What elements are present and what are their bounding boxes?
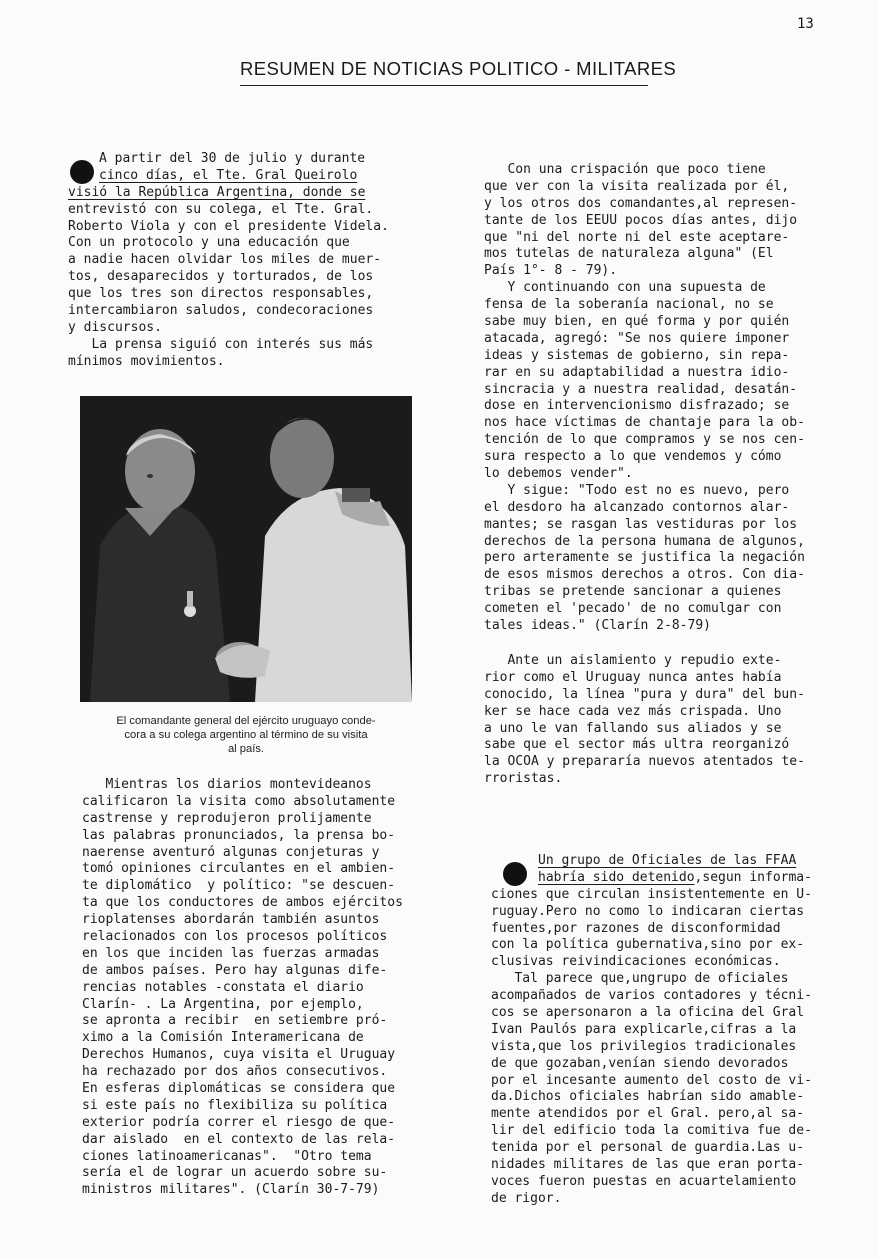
text-line: mínimos movimientos.	[68, 353, 225, 369]
text-line: Un grupo de Oficiales de las FFAA	[538, 853, 797, 868]
text-line: En esferas diplomáticas se considera que	[82, 1081, 396, 1097]
text-line: A partir del 30 de julio y durante	[99, 151, 366, 166]
text-line: habría sido detenido,segun informa-	[538, 869, 812, 885]
text-line: ideas y sistemas de gobierno, sin repa-	[484, 347, 790, 363]
text-line: rar en su adaptabilidad a nuestra idio-	[484, 364, 790, 380]
text-line: ruguay.Pero no como lo indicaran ciertas	[491, 903, 805, 919]
text-line: en los que inciden las fuerzas armadas	[82, 945, 380, 961]
text-line: Mientras los diarios montevideanos	[82, 777, 372, 792]
text-line: Clarín- . La Argentina, por ejemplo,	[82, 996, 364, 1012]
text-line: tenida por el personal de guardia.Las u-	[491, 1140, 805, 1156]
text-line: tribas se pretende sancionar a quienes	[484, 584, 782, 600]
text-line: relacionados con los procesos políticos	[82, 929, 388, 945]
text-line: Con un protocolo y una educación que	[68, 235, 350, 251]
text-line: conocido, la línea "pura y dura" del bun-	[484, 686, 805, 702]
page-number: 13	[797, 16, 814, 32]
headline-underlined: habría sido detenido	[538, 869, 695, 885]
text-line: sería el de lograr un acuerdo sobre su-	[82, 1165, 388, 1181]
text-line: ta que los conductores de ambos ejércitos	[82, 895, 403, 911]
text-line: de esos mismos derechos a otros. Con dia-	[484, 567, 805, 583]
news-photo	[80, 396, 412, 702]
text-line: por el incesante aumento del costo de vi-	[491, 1072, 812, 1088]
caption-line: El comandante general del ejército uruguayo conde-	[116, 715, 376, 727]
text-line: nidades militares de las que eran porta-	[491, 1157, 805, 1173]
text-line: de ambos países. Pero hay algunas dife-	[82, 962, 388, 978]
text-line: y los otros dos comandantes,al represen-	[484, 195, 798, 211]
text-line: con la política gubernativa,sino por ex-	[491, 937, 805, 953]
text-line: entrevistó con su colega, el Tte. Gral.	[68, 201, 374, 217]
text-line: sabe que el sector más ultra reorganizó	[484, 737, 790, 753]
text-line: te diplomático y político: "se descuen-	[82, 878, 396, 894]
text-line: que ver con la visita realizada por él,	[484, 178, 790, 194]
text-line: las palabras pronunciados, la prensa bo-	[82, 827, 396, 843]
text-line: da.Dichos oficiales habrían sido amable-	[491, 1089, 805, 1105]
text-line: ximo a la Comisión Interamericana de	[82, 1030, 364, 1046]
text-line: rioplatenses abordarán también asuntos	[82, 912, 380, 928]
text-line: y discursos.	[68, 319, 162, 335]
text-line: mos tutelas de naturaleza alguna" (El	[484, 246, 774, 262]
text-line: acompañados de varios contadores y técni-	[491, 988, 812, 1004]
text-line: vista,que los privilegios tradicionales	[491, 1038, 797, 1054]
text-line: La prensa siguió con interés sus más	[68, 336, 374, 352]
right-article-1	[484, 162, 805, 635]
text-line: cos se apersonaron a la oficina del Gral	[491, 1005, 805, 1021]
text-line: visió la República Argentina, donde se	[68, 184, 366, 200]
text-line: Y continuando con una supuesta de	[484, 280, 766, 296]
text-line: Roberto Viola y con el presidente Videla.	[68, 218, 389, 234]
text-line: a uno le van fallando sus aliados y se	[484, 720, 782, 736]
text-line: se apronta a recibir en setiembre pró-	[82, 1013, 388, 1029]
text-line: rroristas.	[484, 771, 563, 787]
text-line: sabe muy bien, en qué forma y por quién	[484, 314, 790, 330]
left-article-2	[82, 777, 403, 1199]
text-line: lir del edificio toda la comitiva fue de-	[491, 1123, 812, 1139]
text-line: cometen el 'pecado' de no comulgar con	[484, 601, 782, 617]
text-line: si este país no flexibiliza su política	[82, 1097, 388, 1113]
text-line: que los tres son directos responsables,	[68, 286, 374, 302]
text-line: rior como el Uruguay nunca antes había	[484, 669, 782, 685]
text-line: fuentes,por razones de disconformidad	[491, 920, 781, 936]
text-line: naerense aventuró algunas conjeturas y	[82, 844, 380, 860]
text-line: fensa de la soberanía nacional, no se	[484, 297, 774, 313]
text-line: exterior podría correr el riesgo de que-	[82, 1114, 396, 1130]
text-line: rencias notables -constata el diario	[82, 979, 364, 995]
text-line: Ante un aislamiento y repudio exte-	[484, 653, 782, 668]
text-line: ciones que circulan insistentemente en U-	[491, 886, 812, 902]
text-line: a nadie hacen olvidar los miles de muer-	[68, 252, 382, 268]
text-line: cinco días, el Tte. Gral Queirolo	[99, 167, 358, 183]
text-line: el desdoro ha alcanzado contornos alar-	[484, 499, 790, 515]
text-line: nos hace víctimas de chantaje para la ob-	[484, 415, 805, 431]
text-line: pero arteramente se justifica la negación	[484, 550, 805, 566]
text-line: Tal parece que,ungrupo de oficiales	[491, 971, 789, 987]
text-line: tomó opiniones circulantes en el ambien-	[82, 861, 396, 877]
text-line: tales ideas." (Clarín 2-8-79)	[484, 618, 711, 634]
text-line: lo debemos vender".	[484, 466, 633, 482]
text-line: tos, desaparecidos y torturados, de los	[68, 269, 374, 285]
text-line: Ivan Paulós para explicarle,cifras a la	[491, 1021, 797, 1037]
text-line: dose en intervencionismo disfrazado; se	[484, 398, 790, 414]
text-line: ciones latinoamericanas". "Otro tema	[82, 1148, 372, 1164]
caption-line: al país.	[227, 743, 265, 755]
text-line: calificaron la visita como absolutamente	[82, 793, 396, 809]
text-line: sura respecto a lo que vendemos y cómo	[484, 449, 782, 465]
photo-illustration	[80, 396, 412, 702]
text-line: ker se hace cada vez más crispada. Uno	[484, 703, 782, 719]
text-line: la OCOA y prepararía nuevos atentados te-	[484, 754, 805, 770]
photo-caption	[86, 714, 406, 756]
text-line: mente atendidos por el Gral. pero,al sa-	[491, 1106, 805, 1122]
text-line: ha rechazado por dos años consecutivos.	[82, 1064, 388, 1080]
text-line: atacada, agregó: "Se nos quiere imponer	[484, 330, 790, 346]
right-article-2	[484, 653, 805, 788]
text-line: Derechos Humanos, cuya visita el Uruguay	[82, 1047, 396, 1063]
text-line: ministros militares". (Clarín 30-7-79)	[82, 1182, 380, 1198]
caption-line: cora a su colega argentino al término de su visita	[124, 729, 368, 741]
text-line: mantes; se rasgan las vestiduras por los	[484, 516, 798, 532]
text-line: que "ni del norte ni del este aceptare-	[484, 229, 790, 245]
text-line: dar aislado en el contexto de las rela-	[82, 1131, 396, 1147]
text-line: sincracia y a nuestra realidad, desatán-	[484, 381, 798, 397]
text-line: de rigor.	[491, 1190, 562, 1206]
text-line: de que gozaban,venían siendo devorados	[491, 1055, 789, 1071]
page-title: RESUMEN DE NOTICIAS POLITICO - MILITARES	[240, 58, 648, 86]
text-line: castrense y reprodujeron prolijamente	[82, 810, 372, 826]
text-line: tante de los EEUU pocos días antes, dijo	[484, 212, 798, 228]
text-line: clusivas reivindicaciones económicas.	[491, 954, 781, 970]
left-article-1	[68, 151, 389, 371]
text-line: Y sigue: "Todo est no es nuevo, pero	[484, 482, 790, 498]
right-article-3	[491, 853, 812, 1208]
text-line: tención de lo que compramos y se nos cen-	[484, 432, 805, 448]
text-line: País 1°- 8 - 79).	[484, 263, 618, 279]
text-line: voces fueron puestas en acuartelamiento	[491, 1173, 797, 1189]
text-line: Con una crispación que poco tiene	[484, 162, 766, 177]
text-line: intercambiaron saludos, condecoraciones	[68, 303, 374, 319]
text-line: derechos de la persona humana de algunos,	[484, 533, 805, 549]
